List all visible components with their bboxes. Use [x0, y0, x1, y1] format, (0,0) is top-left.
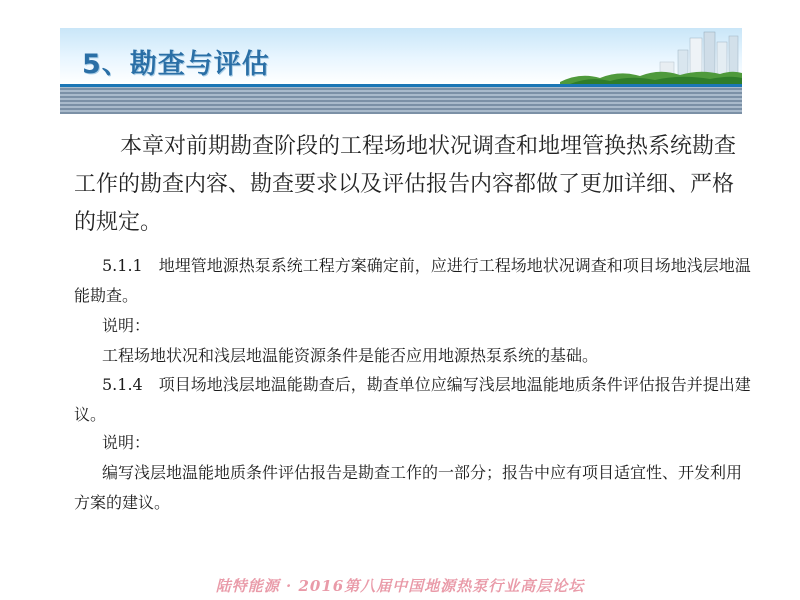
- intro-paragraph: 本章对前期勘查阶段的工程场地状况调查和地埋管换热系统勘查工作的勘查内容、勘查要求以及评估报告内容都做了更加详细、严格的规定。: [74, 134, 737, 235]
- slide-title: 5、勘查与评估: [82, 49, 270, 80]
- note-label: 说明：: [102, 433, 151, 452]
- header-stripe: [60, 84, 742, 114]
- city-skyline-image: [560, 28, 742, 84]
- clause-number: 5.1.1: [102, 256, 143, 275]
- footer-caption: 陆特能源 · 2016第八届中国地源热泵行业高层论坛: [215, 577, 585, 595]
- clause-5-1-1: [74, 251, 754, 311]
- clause-text: 项目场地浅层地温能勘查后，勘查单位应编写浅层地温能地质条件评估报告并提出建议。: [74, 375, 751, 424]
- clause-5-1-4: [74, 370, 754, 430]
- header-stripe-accent: [60, 84, 742, 87]
- note-text: 工程场地状况和浅层地温能资源条件是能否应用地源热泵系统的基础。: [102, 346, 599, 365]
- note-label: 说明：: [102, 316, 151, 335]
- clause-text: 地埋管地源热泵系统工程方案确定前，应进行工程场地状况调查和项目场地浅层地温能勘查。: [74, 256, 751, 305]
- clause-number: 5.1.4: [102, 375, 143, 394]
- note-text: 编写浅层地温能地质条件评估报告是勘查工作的一部分；报告中应有项目适宜性、开发利用方案的建议。: [74, 463, 743, 512]
